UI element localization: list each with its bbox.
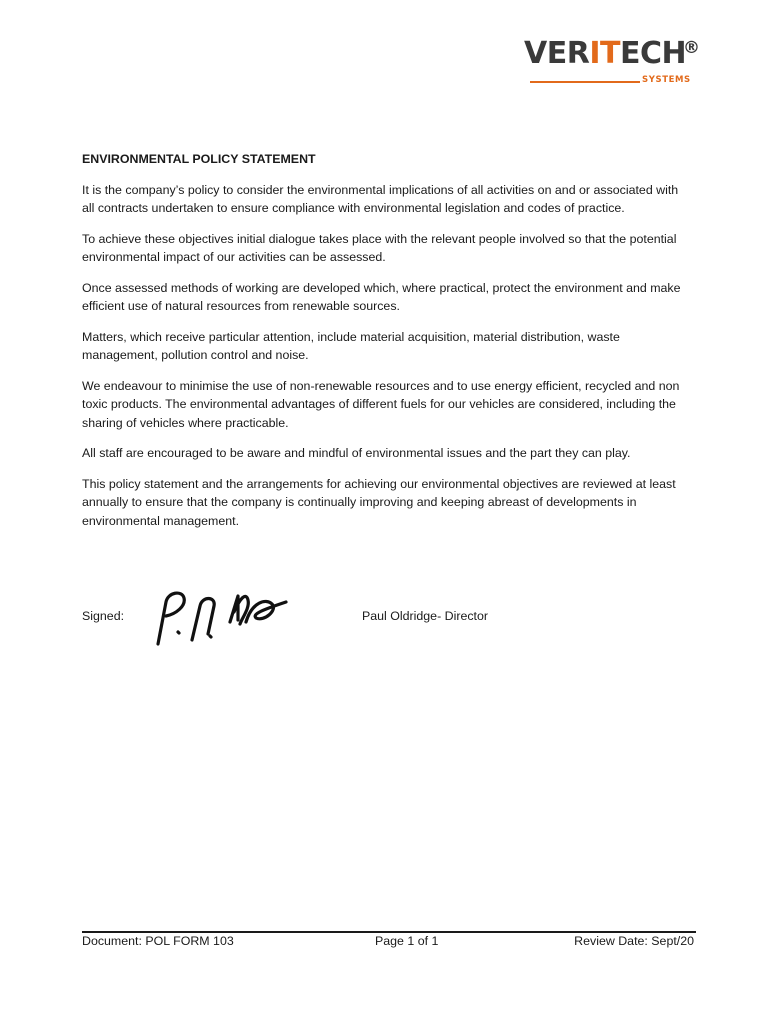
logo-text-it: IT — [589, 36, 620, 71]
paragraph: Matters, which receive particular attention, include material acquisition, material distribution, waste management, pollution control and noise. — [82, 329, 620, 363]
logo-text-ver: VER — [524, 36, 590, 71]
paragraph: Once assessed methods of working are developed which, where practical, protect the environment and make efficient use of natural resources from renewable sources. — [82, 280, 681, 314]
paragraph: To achieve these objectives initial dialogue takes place with the relevant people involved so that the potential environmental impact of our activities can be assessed. — [82, 231, 677, 265]
footer-document-id: Document: POL FORM 103 — [82, 934, 234, 948]
logo-text-ech: ECH — [619, 36, 687, 71]
signer-name: Paul Oldridge- Director — [362, 609, 489, 623]
document-title: ENVIRONMENTAL POLICY STATEMENT — [82, 152, 316, 166]
document-body — [82, 150, 692, 542]
paragraph: It is the company’s policy to consider the environmental implications of all activities on and or associated with all contracts undertaken to ensure compliance with environmental legislation and codes of practice. — [82, 182, 679, 216]
logo-wordmark — [524, 36, 686, 72]
paragraph: This policy statement and the arrangements for achieving our environmental objectives are reviewed at least annually to ensure that the company is continually improving and keeping abreast of developments in environmental management. — [82, 476, 676, 528]
handwritten-signature — [148, 584, 298, 650]
footer-page-number: Page 1 of 1 — [375, 934, 439, 948]
paragraph: We endeavour to minimise the use of non-renewable resources and to use energy efficient, recycled and non toxic products. The environmental advantages of different fuels for our vehicles are considered, including the sharing of vehicles where practicable. — [82, 378, 680, 430]
logo-underline — [530, 81, 640, 83]
paragraph: All staff are encouraged to be aware and mindful of environmental issues and the part they can play. — [82, 446, 631, 461]
logo-subtitle: SYSTEMS — [642, 75, 691, 85]
signed-label: Signed: — [82, 609, 125, 623]
company-logo — [524, 36, 714, 92]
registered-mark: ® — [683, 38, 700, 58]
footer-review-date: Review Date: Sept/20 — [574, 934, 694, 948]
footer-divider — [82, 931, 696, 933]
